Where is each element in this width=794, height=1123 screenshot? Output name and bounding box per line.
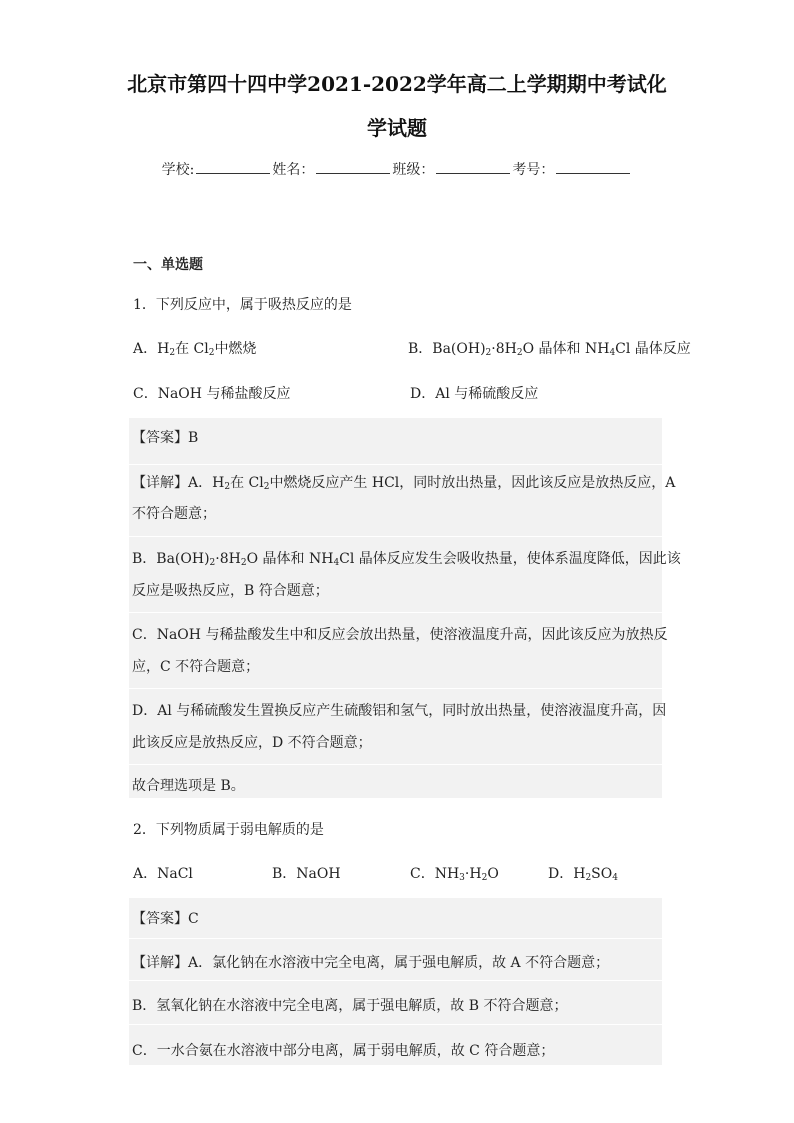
q2-option-c: C．$NH_3\cdot H_2O$ — [410, 866, 499, 883]
q2-answer-box — [129, 898, 662, 1065]
q1-detail-c-line2: 应，C 不符合题意； — [132, 659, 260, 675]
q2-detail-b-row — [129, 980, 662, 1025]
student-info-line — [0, 159, 794, 179]
q1-detail-b-row — [129, 536, 681, 613]
q1-detail-a-row — [129, 464, 676, 537]
q2-stem: 2．下列物质属于弱电解质的是 — [133, 822, 324, 838]
q1-detail-d-line1: D．Al 与稀硫酸发生置换反应产生硫酸铝和氢气，同时放出热量，使溶液温度升高，因 — [132, 703, 667, 719]
school-field[interactable] — [196, 159, 270, 174]
q1-detail-b-line2: 反应是吸热反应，B 符合题意； — [132, 583, 329, 599]
q1-option-d: D．Al 与稀硫酸反应 — [410, 386, 539, 402]
q1-detail-b-line1: B．$Ba(OH)_2\cdot 8H_2O$ 晶体和 $NH_4Cl$ 晶体反应发生会吸收热量，使体系温度降低，因此该 — [132, 551, 681, 568]
q2-detail-c-row — [129, 1024, 662, 1066]
q2-option-a: A．NaCl — [133, 866, 193, 882]
q2-answer-row — [129, 898, 662, 938]
page-title-line1: 北京市第四十四中学2021-2022学年高二上学期期中考试化 — [127, 72, 667, 96]
name-field[interactable] — [316, 159, 390, 174]
q1-detail-c-row — [129, 612, 668, 689]
q2-detail-c: C．一水合氨在水溶液中部分电离，属于弱电解质，故 C 符合题意； — [132, 1043, 555, 1059]
q2-option-d: D．$H_2SO_4$ — [548, 866, 618, 883]
q1-conclusion-row — [129, 764, 662, 799]
q1-answer-box — [129, 418, 681, 798]
q1-option-c: C．NaOH 与稀盐酸反应 — [133, 386, 291, 402]
q1-detail-d-line2: 此该反应是放热反应，D 不符合题意； — [132, 735, 372, 751]
number-label: 考号： — [512, 162, 555, 178]
q1-detail-a-line2: 不符合题意； — [132, 506, 216, 522]
q2-detail-a-row — [129, 938, 662, 981]
q2-option-b: B．NaOH — [272, 866, 341, 882]
q1-answer-row — [129, 418, 662, 464]
page-title-line2: 学试题 — [367, 116, 427, 140]
class-field[interactable] — [436, 159, 510, 174]
q2-detail-a: 【详解】A．氯化钠在水溶液中完全电离，属于强电解质，故 A 不符合题意； — [132, 955, 610, 971]
q2-detail-b: B．氢氧化钠在水溶液中完全电离，属于强电解质，故 B 不符合题意； — [132, 998, 568, 1014]
q1-detail-c-line1: C．NaOH 与稀盐酸发生中和反应会放出热量，使溶液温度升高，因此该反应为放热反 — [132, 627, 668, 643]
name-label: 姓名： — [272, 162, 315, 178]
q1-answer: 【答案】B — [132, 430, 199, 446]
q2-answer: 【答案】C — [132, 911, 199, 927]
class-label: 班级： — [392, 162, 435, 178]
q1-detail-a-line1: 【详解】A．$H_2$在 $Cl_2$中燃烧反应产生 HCl，同时放出热量，因此该反应是放热反应，A — [132, 475, 676, 492]
q1-option-a: A．$H_2$在 $Cl_2$中燃烧 — [133, 341, 257, 358]
number-field[interactable] — [556, 159, 630, 174]
q1-option-b: B．$Ba(OH)_2\cdot 8H_2O$ 晶体和 $NH_4Cl$ 晶体反应 — [408, 341, 691, 358]
q1-conclusion: 故合理选项是 B。 — [132, 778, 245, 794]
q1-detail-d-row — [129, 688, 667, 765]
section-heading: 一、单选题 — [133, 257, 203, 273]
q1-stem: 1．下列反应中，属于吸热反应的是 — [133, 297, 352, 313]
school-label: 学校: — [161, 162, 195, 178]
